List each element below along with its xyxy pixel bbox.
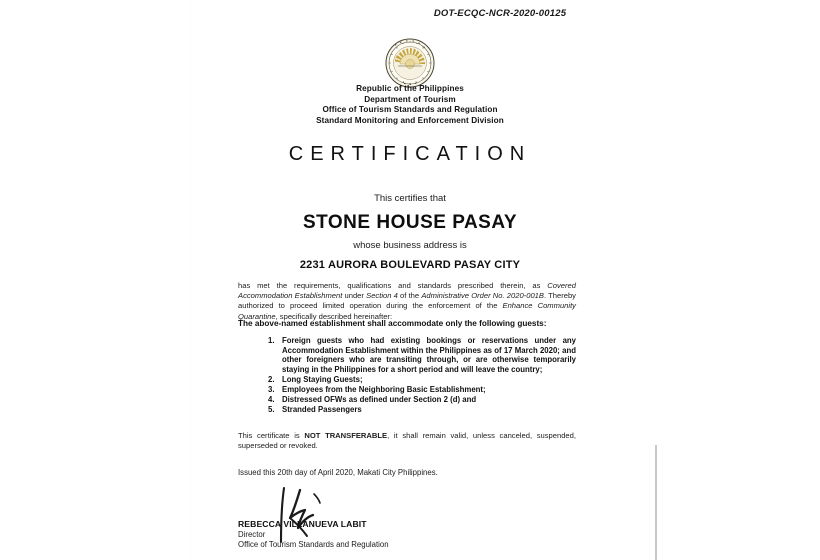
list-item-text: Stranded Passengers bbox=[282, 405, 362, 415]
main-paragraph bbox=[238, 281, 576, 322]
transfer-part1: This certificate is bbox=[238, 431, 305, 440]
establishment-name: STONE HOUSE PASAY bbox=[302, 212, 518, 233]
main-para-part4: . Thereby authorized to proceed limited operation during the enforcement of the bbox=[238, 291, 576, 311]
list-item-text: Long Staying Guests; bbox=[282, 374, 363, 384]
guest-list bbox=[268, 336, 576, 415]
signatory-office: Office of Tourism Standards and Regulation bbox=[238, 540, 389, 549]
list-item-text: Foreign guests who had existing bookings or reservations under any Accommodation Establishment within the Philippines as of 17 March 2020; and other foreigners who are transiting through, or are otherwise temporarily staying in the Philippines for a short period and will leave the country; bbox=[282, 336, 576, 374]
control-number bbox=[0, 8, 820, 19]
main-para-italic1: Covered Accommodation Establishment bbox=[238, 281, 576, 301]
main-para-part1: has met the requirements, qualifications and standards prescribed therein, as bbox=[238, 281, 548, 290]
handwritten-signature-icon bbox=[262, 484, 352, 546]
transfer-bold: NOT TRANSFERABLE bbox=[304, 431, 388, 440]
department-of-tourism-seal-icon bbox=[385, 38, 435, 88]
main-para-part5: , specifically described hereinafter: bbox=[275, 311, 393, 321]
list-item-number: 4. bbox=[268, 395, 275, 405]
list-item-number: 5. bbox=[268, 405, 275, 415]
list-item-number: 1. bbox=[268, 336, 275, 345]
signatory-title: Director bbox=[238, 530, 266, 539]
agency-line-3: Office of Tourism Standards and Regulation bbox=[322, 105, 498, 114]
agency-header bbox=[0, 84, 820, 126]
certifies-label: This certifies that bbox=[374, 193, 446, 204]
list-item-number: 3. bbox=[268, 384, 275, 394]
list-item bbox=[268, 336, 576, 374]
issued-line: Issued this 20th day of April 2020, Makati City Philippines. bbox=[238, 468, 438, 477]
control-number-text: DOT-ECQC-NCR-2020-00125 bbox=[433, 8, 567, 19]
main-para-part2: under bbox=[342, 291, 367, 301]
page-edge-right bbox=[655, 445, 657, 560]
list-item bbox=[268, 405, 576, 415]
transfer-part2: , it shall remain valid, unless canceled, suspended, superseded or revoked. bbox=[238, 431, 576, 451]
list-item bbox=[268, 375, 576, 385]
signatory-name: REBECCA VILLANUEVA LABIT bbox=[238, 519, 367, 529]
transferability-paragraph bbox=[238, 431, 576, 451]
agency-line-2: Department of Tourism bbox=[364, 94, 456, 104]
guests-intro-line: The above-named establishment shall accommodate only the following guests: bbox=[238, 319, 547, 328]
main-para-part3: of the bbox=[397, 291, 422, 301]
main-para-italic3: Administrative Order No. 2020-001B bbox=[421, 291, 544, 301]
seal-container bbox=[0, 38, 820, 88]
agency-line-4: Standard Monitoring and Enforcement Division bbox=[316, 115, 504, 125]
list-item-text: Employees from the Neighboring Basic Establishment; bbox=[282, 384, 486, 394]
address-label: whose business address is bbox=[353, 240, 467, 251]
main-para-italic4: Enhance Community Quarantine bbox=[238, 301, 576, 321]
list-item-text: Distressed OFWs as defined under Section 2 (d) and bbox=[282, 395, 477, 405]
list-item bbox=[268, 385, 576, 395]
list-item bbox=[268, 395, 576, 405]
establishment-address: 2231 AURORA BOULEVARD PASAY CITY bbox=[299, 259, 521, 271]
list-item-number: 2. bbox=[268, 374, 275, 384]
main-para-italic2: Section 4 bbox=[366, 291, 398, 301]
page-title: CERTIFICATION bbox=[288, 143, 532, 165]
agency-line-1: Republic of the Philippines bbox=[356, 84, 464, 93]
